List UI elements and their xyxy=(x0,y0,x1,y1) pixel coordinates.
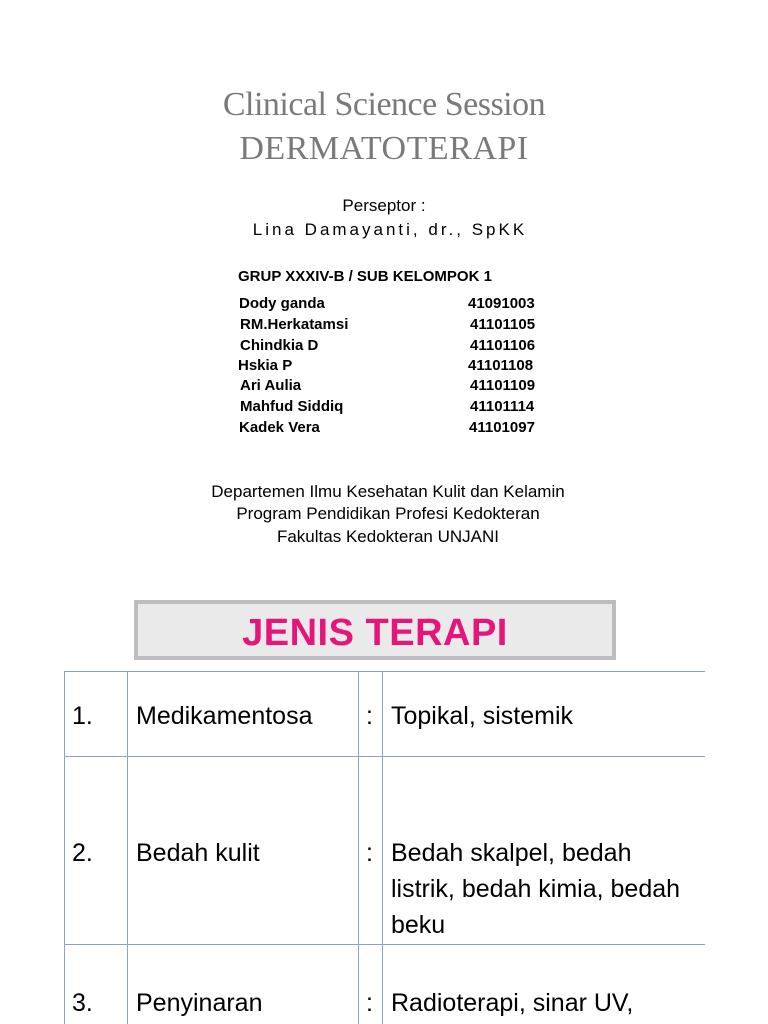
group-title: GRUP XXXIV-B / SUB KELOMPOK 1 xyxy=(238,268,492,285)
member-name: Kadek Vera xyxy=(239,419,320,436)
section-banner-title: JENIS TERAPI xyxy=(242,612,508,654)
member-name: RM.Herkatamsi xyxy=(240,316,349,333)
member-name: Hskia P xyxy=(238,357,293,374)
member-id: 41101109 xyxy=(470,377,536,394)
department-name: Departemen Ilmu Kesehatan Kulit dan Kelamin xyxy=(211,482,565,501)
table-cell-therapy-type: Penyinaran xyxy=(128,945,359,1024)
table-cell-description: Radioterapi, sinar UV, xyxy=(383,945,706,1024)
therapy-table xyxy=(64,671,705,1024)
section-banner xyxy=(134,600,616,660)
member-name: Ari Aulia xyxy=(240,377,302,394)
member-name: Chindkia D xyxy=(240,337,319,354)
member-id: 41101108 xyxy=(468,357,534,374)
program-name: Program Pendidikan Profesi Kedokteran xyxy=(236,504,540,523)
member-name: Dody ganda xyxy=(239,295,325,312)
table-cell-therapy-type: Bedah kulit xyxy=(128,757,359,945)
table-cell-number: 1. xyxy=(65,672,128,757)
table-cell-separator: : xyxy=(359,672,383,757)
table-row xyxy=(65,945,706,1024)
member-id: 41101106 xyxy=(470,337,536,354)
table-cell-number: 2. xyxy=(65,757,128,945)
topic-title: DERMATOTERAPI xyxy=(239,130,529,167)
table-cell-separator: : xyxy=(359,945,383,1024)
therapy-table-wrapper xyxy=(64,671,705,1024)
member-id: 41091003 xyxy=(468,295,535,312)
table-cell-description: Bedah skalpel, bedah listrik, bedah kimia, bedah beku xyxy=(383,757,706,945)
member-id: 41101114 xyxy=(470,398,535,415)
table-row xyxy=(65,672,706,757)
member-id: 41101097 xyxy=(469,419,535,436)
perseptor-name: Lina Damayanti, dr., SpKK xyxy=(252,220,528,239)
session-title: Clinical Science Session xyxy=(222,86,546,123)
table-row xyxy=(65,757,706,945)
perseptor-label: Perseptor : xyxy=(342,196,426,215)
member-name: Mahfud Siddiq xyxy=(240,398,344,415)
table-cell-therapy-type: Medikamentosa xyxy=(128,672,359,757)
table-cell-separator: : xyxy=(359,757,383,945)
faculty-name: Fakultas Kedokteran UNJANI xyxy=(276,527,500,546)
member-id: 41101105 xyxy=(470,316,536,333)
table-cell-description: Topikal, sistemik xyxy=(383,672,706,757)
table-cell-number: 3. xyxy=(65,945,128,1024)
